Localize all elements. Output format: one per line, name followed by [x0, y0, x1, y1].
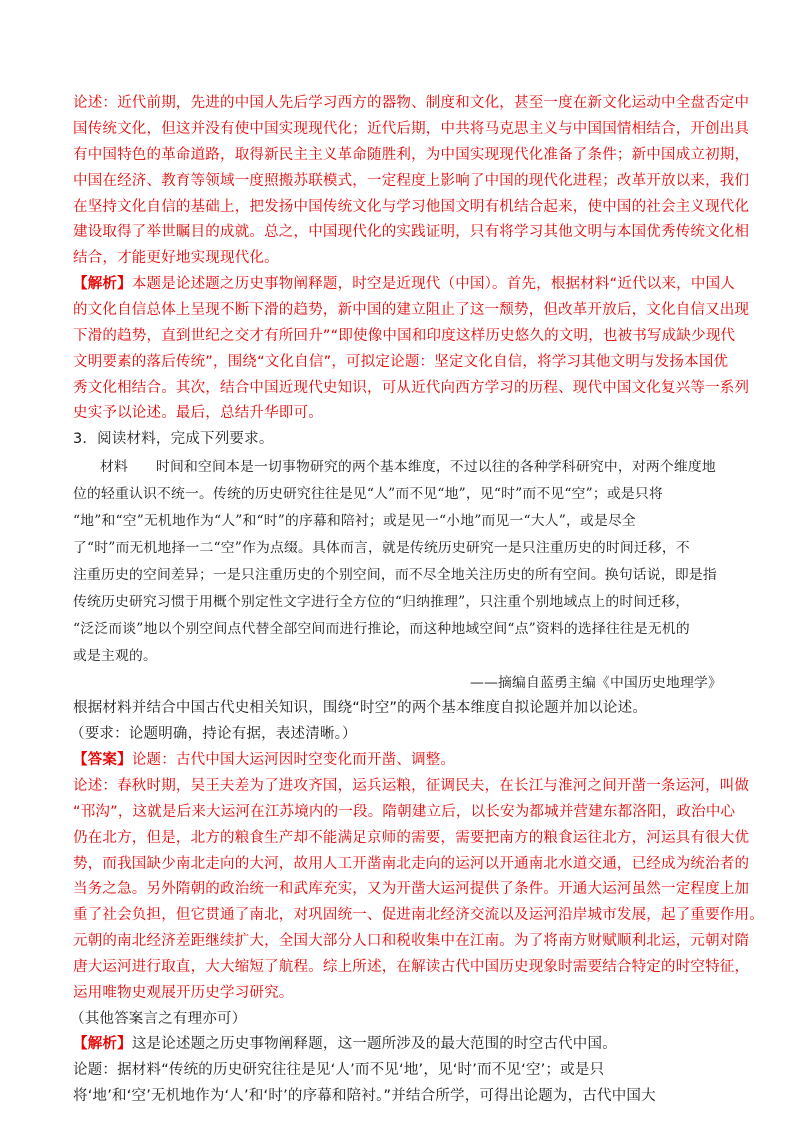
q3-answer-line: “邗沟”，这就是后来大运河在江苏境内的一段。隋朝建立后，以长安为都城并营建东都洛阳，政治中心: [73, 804, 736, 820]
q2-argument-line: 中国在经济、教育等领域一度照搬苏联模式，一定程度上影响了中国的现代化进程；改革开放以来，我们: [73, 173, 750, 189]
material-line: “泛泛而谈”地以个别空间点代替全部空间而进行推论，而这种地域空间“点”资料的选择往往是无机的: [73, 621, 690, 637]
q2-analysis-first-line: [73, 274, 735, 294]
q3-thesis-text: 论题：古代中国大运河因时空变化而开凿、调整。: [131, 752, 456, 768]
q2-argument-line: 国传统文化，但这并没有使中国实现现代化；近代后期，中共将马克思主义与中国国情相结合，开创出具: [73, 121, 750, 137]
q3-answer-line: 元朝的南北经济差距继续扩大，全国大部分人口和税收集中在江南。为了将南方财赋顺利北运，元朝对隋: [73, 933, 750, 949]
q3-answer-line: 仍在北方，但是，北方的粮食生产却不能满足京师的需要，需要把南方的粮食运往北方，河运具有很大优: [73, 830, 750, 846]
q2-argument-line: 结合，才能更好地实现现代化。: [73, 250, 279, 266]
q2-argument-line: 建设取得了举世瞩目的成就。总之，中国现代化的实践证明，只有将学习其他文明与本国优秀传统文化相: [73, 224, 750, 240]
material-line: 传统历史研究习惯于用概个别定性文字进行全方位的“归纳推理”，只注重个别地域点上的时间迁移，: [73, 594, 690, 610]
q3-answer-line: 当务之急。另外隋朝的政治统一和武库充实，又为开凿大运河提供了条件。开通大运河虽然一定程度上加: [73, 881, 750, 897]
q2-analysis-line: 秀文化相结合。其次，结合中国近现代史知识，可从近代向西方学习的历程、现代中国文化复兴等一系列: [73, 380, 750, 396]
material-line: 注重历史的空间差异；一是只注重历史的个别空间，而不尽全地关注历史的所有空间。换句话说，即是指: [73, 567, 717, 583]
q2-argument-line: 在坚持文化自信的基础上，把发扬中国传统文化与学习他国文明有机结合起来，使中国的社会主义现代化: [73, 199, 750, 215]
q2-analysis-line: 下滑的趋势，直到世纪之交才有所回升”“即使像中国和印度这样历史悠久的文明，也被书写成缺少现代: [73, 328, 736, 344]
q2-analysis-line: 的文化自信总体上呈现不断下滑的趋势，新中国的建立阻止了这一颓势，但改革开放后，文化自信又出现: [73, 302, 750, 318]
q3-answer-line: 势，而我国缺少南北走向的大河，故用人工开凿南北走向的运河以开通南北水道交通，已经成为统治者的: [73, 856, 750, 872]
q3-answer-line: 运用唯物史观展开历史学习研究。: [73, 985, 294, 1001]
q3-analysis-first-line: [73, 1034, 617, 1054]
q3-answer-line: 唐大运河进行取直，大大缩短了航程。综上所述，在解读古代中国历史现象时需要结合特定的时空特征，: [73, 959, 750, 975]
answer-tag: 【答案】: [73, 752, 132, 768]
q2-analysis-line: 文明要素的落后传统”，围绕“文化自信”，可拟定论题：坚定文化自信，将学习其他文明与发扬本国优: [73, 354, 729, 370]
question-3-heading: 3．阅读材料，完成下列要求。: [73, 431, 274, 447]
q3-analysis-text: 这是论述题之历史事物阐释题，这一题所涉及的最大范围的时空古代中国。: [131, 1036, 617, 1052]
q3-answer-line: 重了社会负担，但它贯通了南北，对巩固统一、促进南北经济交流以及运河沿岸城市发展，起了重要作用。: [73, 907, 764, 923]
q2-argument-line: 有中国特色的革命道路，取得新民主主义革命随胜利，为中国实现现代化准备了条件；新中国成立初期，: [73, 147, 750, 163]
material-line: 或是主观的。: [73, 648, 157, 664]
question-3-requirement: （要求：论题明确，持论有据，表述清晰。）: [70, 726, 357, 742]
material-source: ——摘编自蓝勇主编《中国历史地理学》: [470, 675, 722, 691]
q2-analysis-text: 本题是论述题之历史事物阐释题，时空是近现代（中国）。首先，根据材料“近代以来，中国人: [131, 276, 735, 292]
q3-answer-line: 论述：春秋时期，吴王夫差为了进攻齐国，运兵运粮，征调民夫，在长江与淮河之间开凿一条运河，叫做: [73, 778, 750, 794]
q3-note: （其他答案言之有理亦可）: [70, 1011, 247, 1027]
material-line: 材料 时间和空间本是一切事物研究的两个基本维度，不过以往的各种学科研究中，对两个维度地: [100, 459, 716, 475]
q3-analysis-line: 将‘地’和‘空’无机地作为‘人’和‘时’的序幕和陪衬。”并结合所学，可得出论题为，古代中国大: [73, 1088, 656, 1104]
q3-answer-thesis: [73, 750, 455, 770]
q3-analysis-line: 论题：据材料“传统的历史研究往往是见‘人’而不见‘地’，见‘时’而不见‘空’；或是只: [73, 1062, 605, 1078]
analysis-tag: 【解析】: [73, 1036, 132, 1052]
q2-analysis-line: 史实予以论述。最后，总结升华即可。: [73, 405, 323, 421]
q2-argument-line: 论述：近代前期，先进的中国人先后学习西方的器物、制度和文化，甚至一度在新文化运动中全盘否定中: [73, 95, 750, 111]
material-line: “地”和“空”无机地作为“人”和“时”的序幕和陪衬；或是见一“小地”而见一“大人”，或是尽全: [73, 513, 636, 529]
material-line: 了“时”而无机地择一二“空”作为点缀。具体而言，就是传统历史研究一是只注重历史的时间迁移，不: [73, 540, 690, 556]
material-line: 位的轻重认识不统一。传统的历史研究往往是见“人”而不见“地”，见“时”而不见“空”；或是只将: [73, 486, 663, 502]
question-3-task: 根据材料并结合中国古代史相关知识，围绕“时空”的两个基本维度自拟论题并加以论述。: [73, 700, 648, 716]
analysis-tag: 【解析】: [73, 276, 132, 292]
